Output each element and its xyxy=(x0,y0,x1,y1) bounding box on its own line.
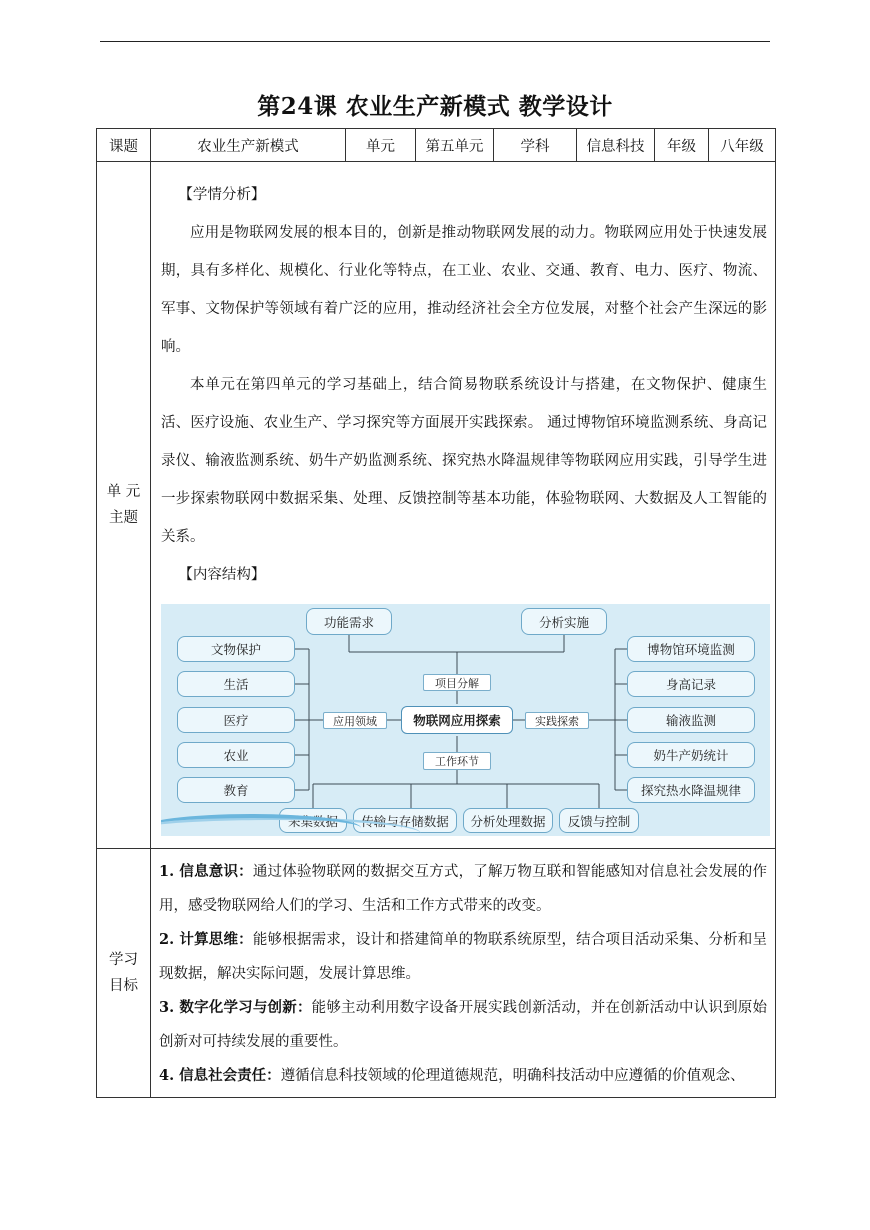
node-bottom-1: 采集数据 xyxy=(279,808,347,833)
goal-4: 4. 信息社会责任：遵循信息科技领域的伦理道德规范，明确科技活动中应遵循的价值观念、 xyxy=(159,1067,745,1084)
node-bottom-3: 分析处理数据 xyxy=(463,808,553,833)
analysis-paragraph-1: 应用是物联网发展的根本目的，创新是推动物联网发展的动力。物联网应用处于快速发展期，具有多样化、规模化、行业化等特点，在工业、农业、交通、教育、电力、医疗、物流、军事、文物保护等领域有着广泛的应用，推动经济社会全方位发展，对整个社会产生深远的影响。 xyxy=(161,225,767,355)
lesson-table xyxy=(96,128,776,1098)
structure-heading: 【内容结构】 xyxy=(178,567,266,583)
node-apply-domain: 应用领域 xyxy=(323,712,387,729)
cell-subject-value: 信息科技 xyxy=(577,129,655,162)
node-bottom-4: 反馈与控制 xyxy=(559,808,639,833)
analysis-heading: 【学情分析】 xyxy=(178,187,266,203)
node-left-2: 生活 xyxy=(177,671,295,697)
node-right-3: 输液监测 xyxy=(627,707,755,733)
node-right-5: 探究热水降温规律 xyxy=(627,777,755,803)
header-row xyxy=(97,129,776,162)
node-left-1: 文物保护 xyxy=(177,636,295,662)
node-left-5: 教育 xyxy=(177,777,295,803)
cell-grade-value: 八年级 xyxy=(709,129,776,162)
node-bottom-2: 传输与存储数据 xyxy=(353,808,457,833)
content-structure-diagram xyxy=(161,604,770,836)
cell-unit-label: 单元 xyxy=(346,129,416,162)
node-right-1: 博物馆环境监测 xyxy=(627,636,755,662)
unit-theme-content xyxy=(151,162,776,849)
node-practice-explore: 实践探索 xyxy=(525,712,589,729)
node-left-3: 医疗 xyxy=(177,707,295,733)
analysis-paragraph-2: 本单元在第四单元的学习基础上，结合简易物联系统设计与搭建，在文物保护、健康生活、医疗设施、农业生产、学习探究等方面展开实践探索。 通过博物馆环境监测系统、身高记录仪、输液监测系统、奶牛产奶监测系统、探究热水降温规律等物联网应用实践，引导学生进一步探索物联网中数据采集、处理、反馈控制等基本功能，体验物联网、大数据及人工智能的关系。 xyxy=(161,377,767,545)
cell-grade-label: 年级 xyxy=(655,129,709,162)
node-function-demand: 功能需求 xyxy=(306,608,392,635)
goal-1: 1. 信息意识：通过体验物联网的数据交互方式，了解万物互联和智能感知对信息社会发展的作用，感受物联网给人们的学习、生活和工作方式带来的改变。 xyxy=(159,863,767,914)
node-project-split: 项目分解 xyxy=(423,674,491,691)
cell-subject-label: 学科 xyxy=(494,129,577,162)
node-analysis-impl: 分析实施 xyxy=(521,608,607,635)
node-left-4: 农业 xyxy=(177,742,295,768)
header-rule xyxy=(100,41,770,42)
page-title: 第24课 农业生产新模式 教学设计 xyxy=(257,93,613,120)
goals-label: 学习 目标 xyxy=(97,849,151,1098)
node-iot-explore: 物联网应用探索 xyxy=(401,706,513,734)
node-right-2: 身高记录 xyxy=(627,671,755,697)
node-right-4: 奶牛产奶统计 xyxy=(627,742,755,768)
goals-content xyxy=(151,849,776,1098)
unit-theme-row xyxy=(97,162,776,849)
cell-topic-value: 农业生产新模式 xyxy=(151,129,346,162)
goal-2: 2. 计算思维：能够根据需求，设计和搭建简单的物联系统原型，结合项目活动采集、分析和呈现数据，解决实际问题，发展计算思维。 xyxy=(159,931,767,982)
cell-unit-value: 第五单元 xyxy=(416,129,494,162)
cell-topic-label: 课题 xyxy=(97,129,151,162)
goal-3: 3. 数字化学习与创新：能够主动利用数字设备开展实践创新活动，并在创新活动中认识到原始创新对可持续发展的重要性。 xyxy=(159,999,767,1050)
unit-theme-label: 单 元 主题 xyxy=(97,162,151,849)
goals-row xyxy=(97,849,776,1098)
node-work-step: 工作环节 xyxy=(423,752,491,770)
